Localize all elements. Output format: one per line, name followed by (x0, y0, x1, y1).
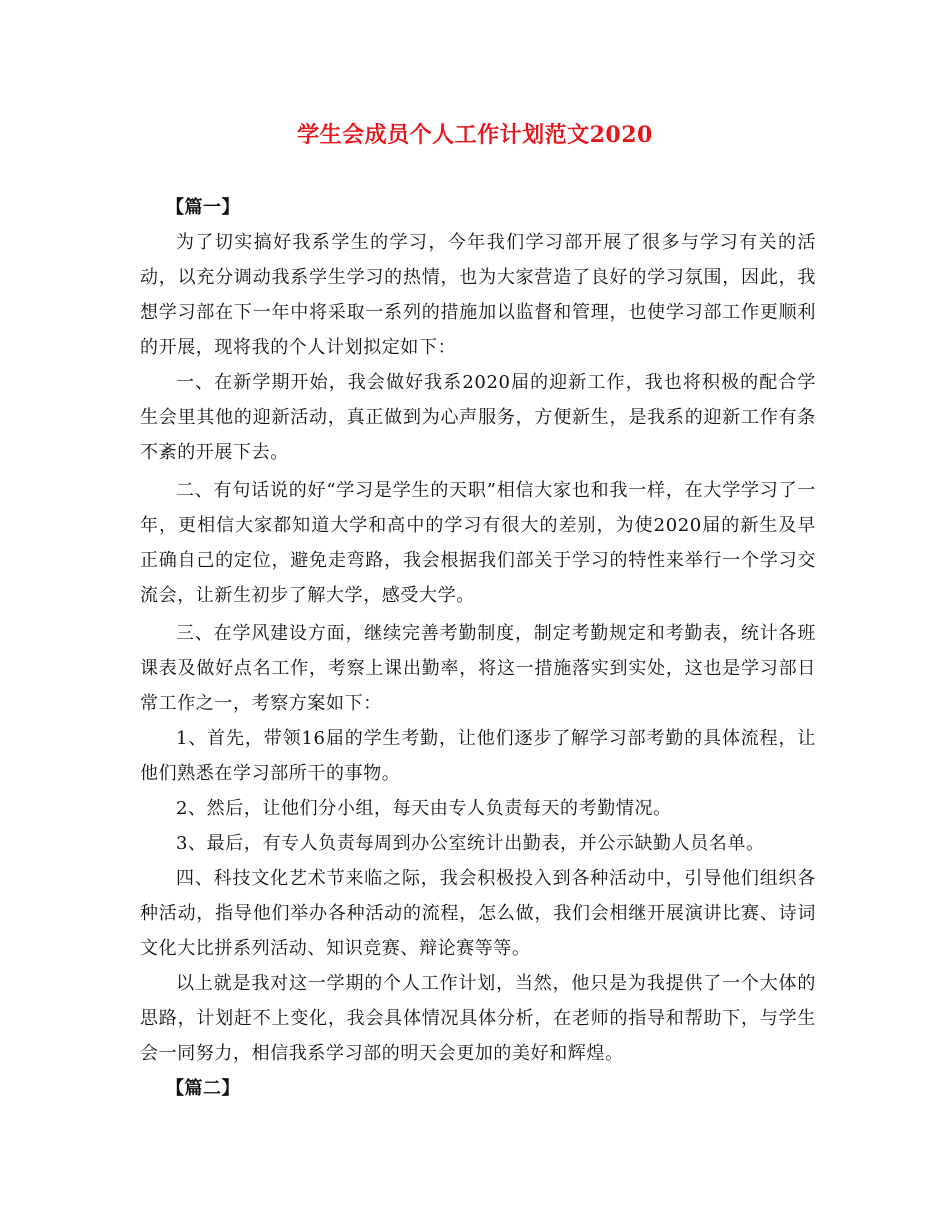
body-paragraph-step-2: 2、然后，让他们分小组，每天由专人负责每天的考勤情况。 (176, 798, 672, 819)
body-paragraph-intro: 为了切实搞好我系学生的学习，今年我们学习部开展了很多与学习有关的活动，以充分调动我系学生学习的热情，也为大家营造了良好的学习氛围，因此，我想学习部在下一年中将采取一系列的措施加以监督和管理，也使学习部工作更顺利的开展，现将我的个人计划拟定如下： (140, 232, 816, 358)
body-paragraph-item-2: 二、有句话说的好“学习是学生的天职”相信大家也和我一样，在大学学习了一年，更相信大家都知道大学和高中的学习有很大的差别，为使2020届的新生及早正确自己的定位，避免走弯路，我会根据我们部关于学习的特性来举行一个学习交流会，让新生初步了解大学，感受大学。 (140, 480, 816, 606)
body-paragraph-step-1: 1、首先，带领16届的学生考勤，让他们逐步了解学习部考勤的具体流程，让他们熟悉在学习部所干的事物。 (140, 728, 816, 784)
section-heading-one: 【篇一】 (166, 197, 240, 218)
body-paragraph-item-1: 一、在新学期开始，我会做好我系2020届的迎新工作，我也将积极的配合学生会里其他的迎新活动，真正做到为心声服务，方便新生，是我系的迎新工作有条不紊的开展下去。 (140, 372, 816, 463)
document-title: 学生会成员个人工作计划范文2020 (297, 122, 653, 148)
body-paragraph-item-3: 三、在学风建设方面，继续完善考勤制度，制定考勤规定和考勤表，统计各班课表及做好点名工作，考察上课出勤率，将这一措施落实到实处，这也是学习部日常工作之一，考察方案如下： (140, 623, 816, 714)
body-paragraph-conclusion: 以上就是我对这一学期的个人工作计划，当然，他只是为我提供了一个大体的思路，计划赶不上变化，我会具体情况具体分析，在老师的指导和帮助下，与学生会一同努力，相信我系学习部的明天会更加的美好和辉煌。 (140, 973, 816, 1064)
body-paragraph-step-3: 3、最后，有专人负责每周到办公室统计出勤表，并公示缺勤人员名单。 (176, 833, 765, 854)
document-body (140, 190, 816, 1106)
body-paragraph-item-4: 四、科技文化艺术节来临之际，我会积极投入到各种活动中，引导他们组织各种活动，指导他们举办各种活动的流程，怎么做，我们会相继开展演讲比赛、诗词文化大比拼系列活动、知识竞赛、辩论赛等等。 (140, 868, 816, 959)
section-heading-two: 【篇二】 (166, 1078, 240, 1099)
